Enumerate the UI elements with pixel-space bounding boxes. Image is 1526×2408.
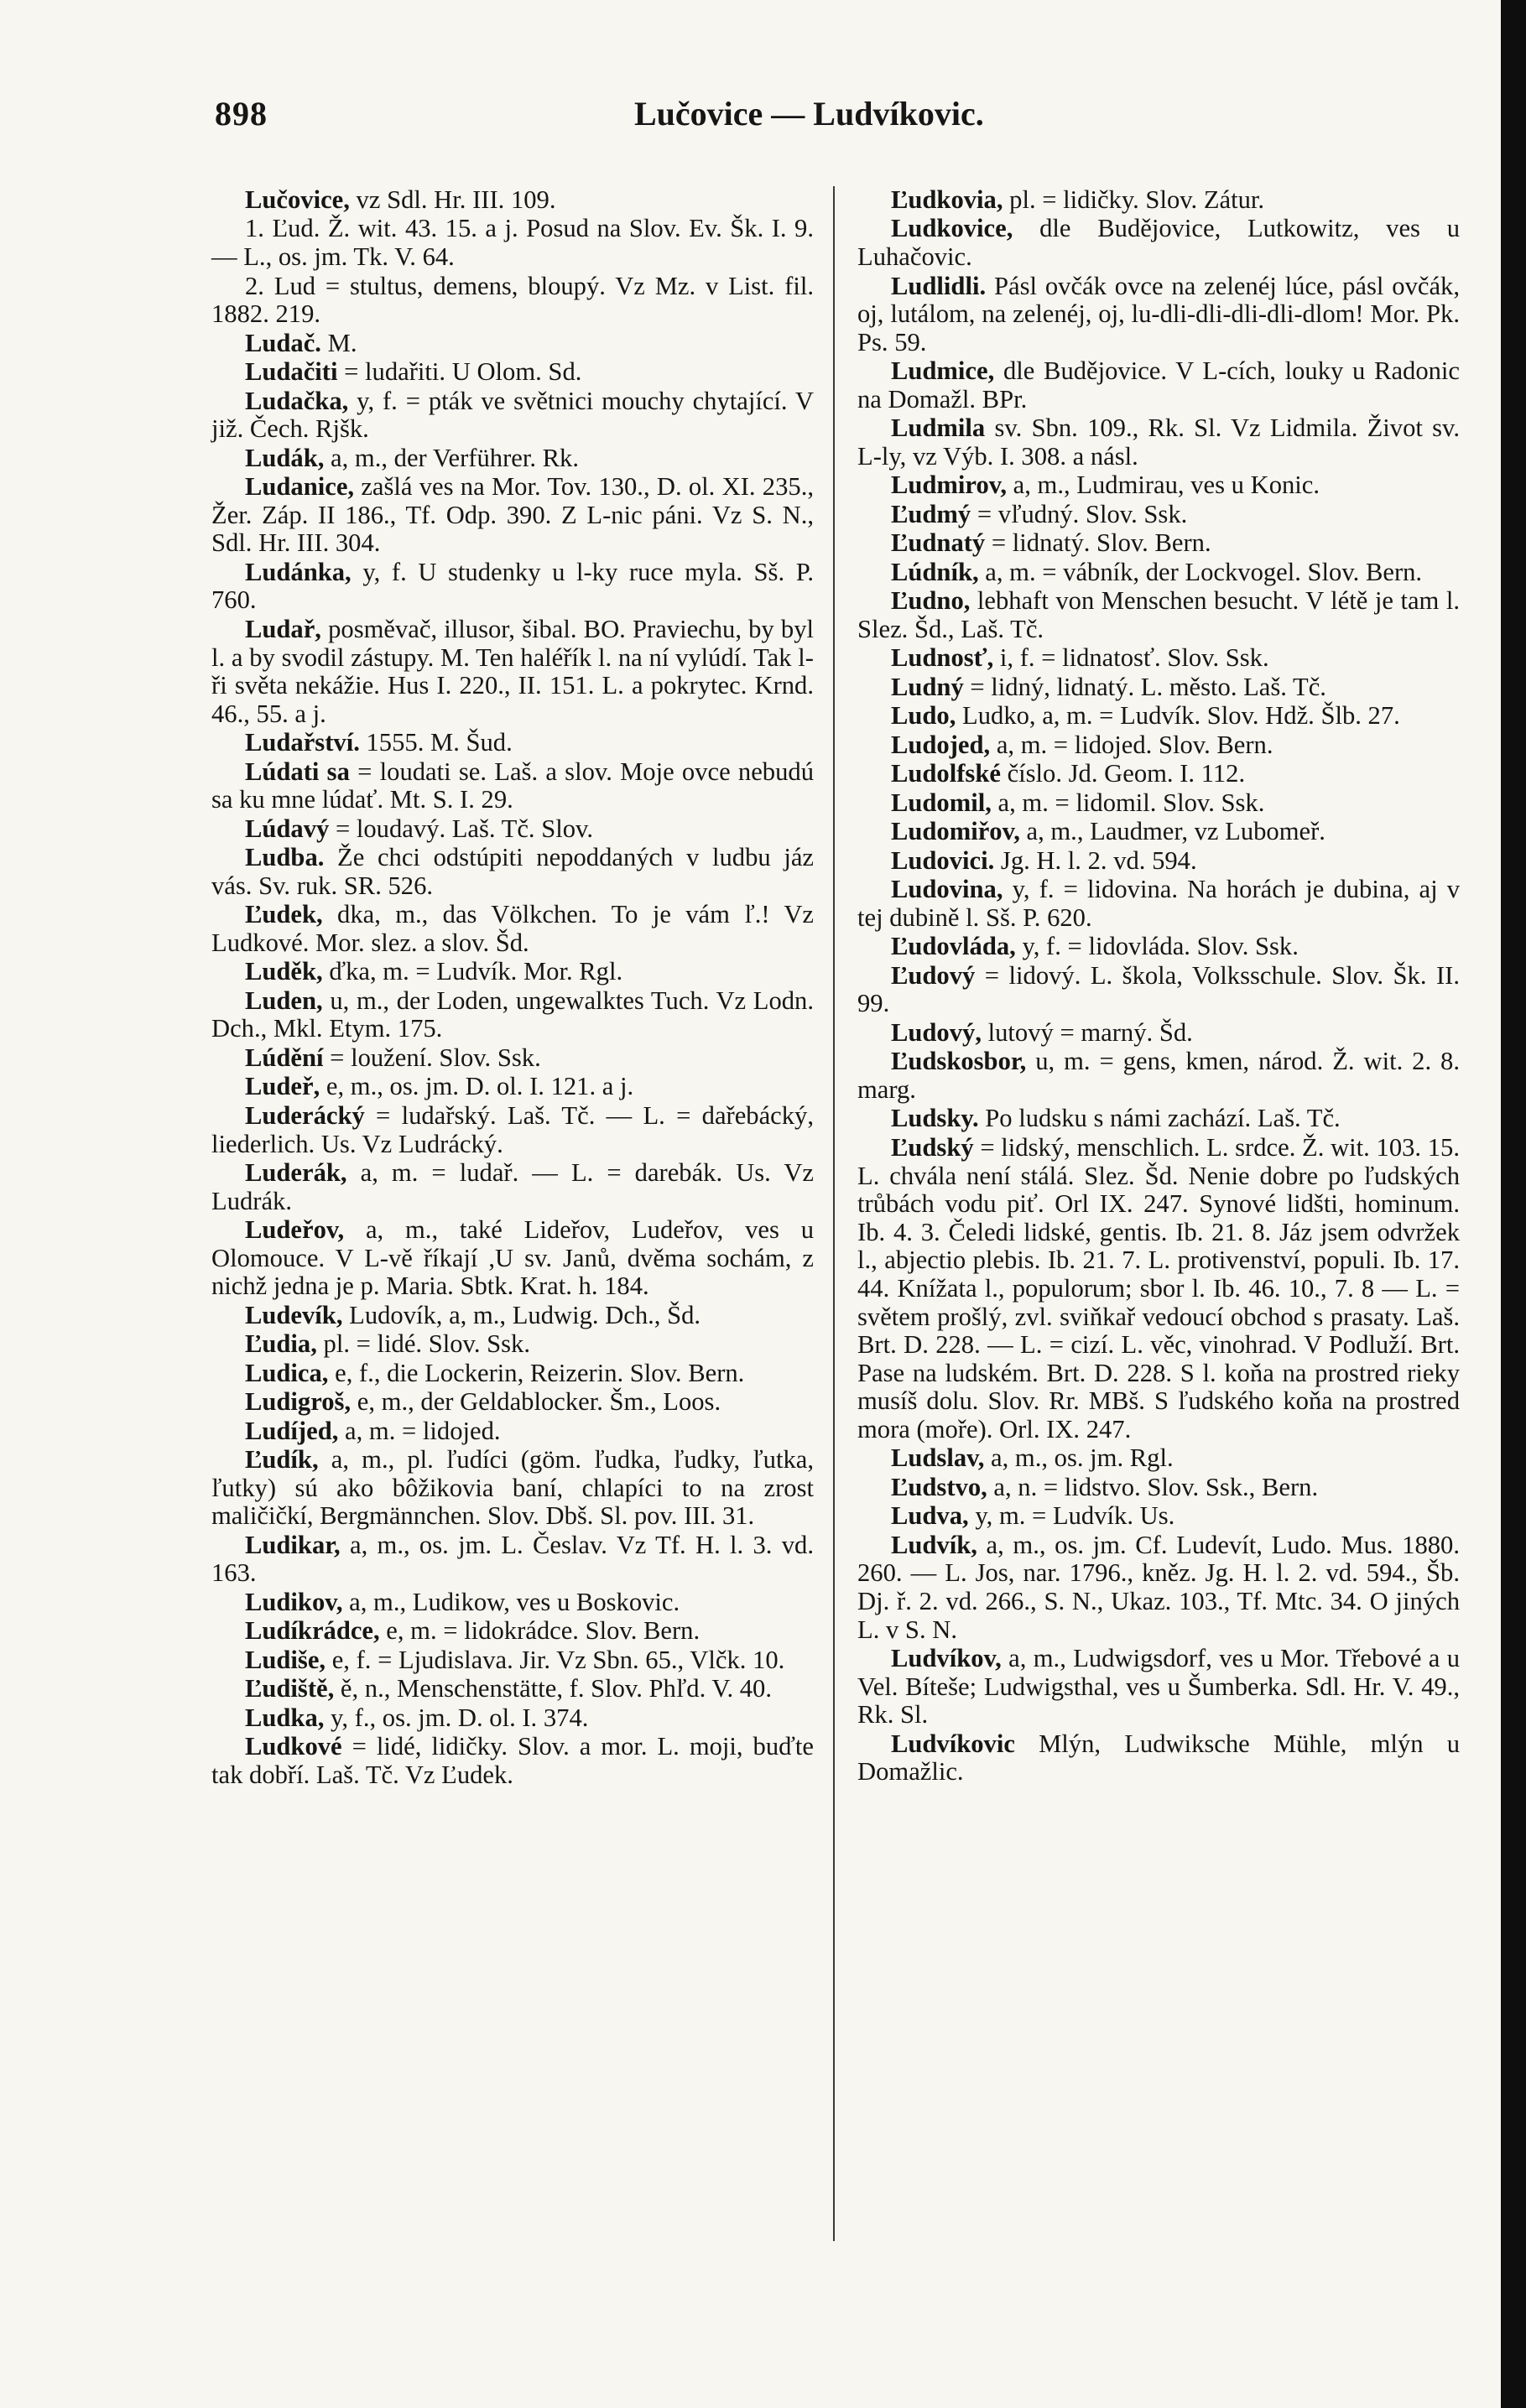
entry-text: = vľudný. Slov. Ssk. bbox=[971, 499, 1188, 528]
entry-text: zašlá ves na Mor. Tov. 130., D. ol. XI. 235., Žer. Záp. II 186., Tf. Odp. 390. Z L-nic páni. Vz S. N., Sdl. Hr. III. 304. bbox=[211, 472, 814, 558]
entry-text: = lidé, lidičky. Slov. a mor. L. moji, buďte tak dobří. Laš. Tč. Vz Ľudek. bbox=[211, 1732, 814, 1789]
entry-text: a, m., Laudmer, vz Lubomeř. bbox=[1019, 817, 1325, 846]
entry-text: e, f. = Ljudislava. Jir. Vz Sbn. 65., Vlčk. 10. bbox=[326, 1645, 785, 1674]
entry-headword: Ludíkrádce, bbox=[245, 1616, 380, 1646]
entry-headword: Ludačka, bbox=[245, 386, 349, 415]
dictionary-entry bbox=[211, 1589, 814, 1617]
entry-headword: Ľudstvo, bbox=[891, 1472, 987, 1501]
entry-headword: Ludař, bbox=[245, 614, 321, 643]
entry-text: 1555. M. Šud. bbox=[359, 728, 513, 757]
dictionary-entry bbox=[211, 1388, 814, 1417]
dictionary-entry bbox=[211, 387, 814, 444]
dictionary-entry bbox=[857, 731, 1460, 760]
entry-headword: Lúdati sa bbox=[245, 757, 350, 786]
dictionary-entry bbox=[211, 273, 814, 329]
dictionary-entry bbox=[211, 1446, 814, 1531]
entry-text: = loudavý. Laš. Tč. Slov. bbox=[329, 814, 593, 843]
dictionary-entry bbox=[857, 1444, 1460, 1473]
dictionary-entry bbox=[857, 789, 1460, 818]
dictionary-entry bbox=[857, 1048, 1460, 1104]
entry-headword: Ludvík, bbox=[891, 1530, 977, 1559]
entry-text: a, m., pl. ľudíci (göm. ľudka, ľudky, ľutka, ľutky) sú ako bôžikovia baní, chlapíci to na zrost maličičkí, Bergmännchen. Slov. Dbš. Sl. pov. III. 31. bbox=[211, 1445, 814, 1531]
entry-text: a, m., os. jm. L. Česlav. Vz Tf. H. l. 3. vd. 163. bbox=[211, 1530, 814, 1588]
entry-headword: Ľudský bbox=[891, 1132, 974, 1162]
entry-text: y, f. U studenky u l-ky ruce myla. Sš. P. 760. bbox=[211, 557, 814, 615]
dictionary-entry bbox=[857, 1105, 1460, 1133]
dictionary-entry bbox=[211, 1733, 814, 1789]
entry-headword: Ludařství. bbox=[245, 728, 360, 757]
entry-text: a, m. = vábník, der Lockvogel. Slov. Bern. bbox=[978, 557, 1423, 586]
entry-headword: Ľudový bbox=[891, 960, 976, 990]
entry-text: a, m., Ludikow, ves u Boskovic. bbox=[342, 1587, 680, 1616]
dictionary-entry bbox=[857, 471, 1460, 500]
entry-text: a, m., Ludwigsdorf, ves u Mor. Třebové a u Vel. Bíteše; Ludwigsthal, ves u Šumberka. Sdl. Hr. V. 49., Rk. Sl. bbox=[857, 1644, 1460, 1729]
entry-headword: Ľudmý bbox=[891, 499, 971, 528]
dictionary-entry bbox=[857, 414, 1460, 471]
entry-headword: Ludomiřov, bbox=[891, 817, 1020, 846]
entry-text: a, m., Ludmirau, ves u Konic. bbox=[1007, 471, 1320, 500]
entry-text: = lidnatý. Slov. Bern. bbox=[985, 528, 1211, 558]
entry-text: a, m., také Lideřov, Ludeřov, ves u Olomouce. V L-vě říkají ,U sv. Janů, dvěma sochám, z nichž jedna je p. Maria. Sbtk. Krat. h. 184. bbox=[211, 1215, 814, 1301]
entry-text: Ludovík, a, m., Ludwig. Dch., Šd. bbox=[342, 1300, 701, 1329]
dictionary-entry bbox=[211, 987, 814, 1043]
entry-text: a, m. = ludař. — L. = darebák. Us. Vz Ludrák. bbox=[211, 1158, 814, 1215]
dictionary-entry bbox=[857, 702, 1460, 731]
entry-headword: Ľudskosbor, bbox=[891, 1047, 1027, 1076]
entry-text: Jg. H. l. 2. vd. 594. bbox=[994, 845, 1197, 875]
entry-text: u, m., der Loden, ungewalktes Tuch. Vz Lodn. Dch., Mkl. Etym. 175. bbox=[211, 986, 814, 1043]
entry-text: y, f. = lidovláda. Slov. Ssk. bbox=[1015, 932, 1299, 961]
entry-text: pl. = lidé. Slov. Ssk. bbox=[316, 1329, 530, 1359]
dictionary-entry bbox=[857, 1502, 1460, 1531]
page-header bbox=[215, 94, 1423, 144]
entry-text: sv. Sbn. 109., Rk. Sl. Vz Lidmila. Život sv. L-ly, vz Výb. I. 308. a násl. bbox=[857, 413, 1460, 471]
entry-text: y, f., os. jm. D. ol. I. 374. bbox=[324, 1703, 589, 1732]
dictionary-entry bbox=[211, 1360, 814, 1388]
dictionary-entry bbox=[857, 529, 1460, 558]
entry-headword: Ludolfské bbox=[891, 759, 1001, 788]
entry-headword: Ludák, bbox=[245, 443, 325, 472]
dictionary-entry bbox=[857, 644, 1460, 673]
dictionary-entry bbox=[211, 1646, 814, 1675]
entry-text: e, f., die Lockerin, Reizerin. Slov. Bern. bbox=[328, 1358, 745, 1387]
entry-headword: Ludka, bbox=[245, 1703, 325, 1732]
dictionary-entry bbox=[211, 1216, 814, 1301]
running-head: Lučovice — Ludvíkovic. bbox=[634, 95, 984, 133]
entry-headword: Ludslav, bbox=[891, 1443, 985, 1473]
entry-text: y, f. = lidovina. Na horách je dubina, aj v tej dubině l. Sš. P. 620. bbox=[857, 875, 1460, 932]
entry-headword: Ludo, bbox=[891, 701, 956, 731]
dictionary-entry bbox=[211, 215, 814, 271]
dictionary-entry bbox=[211, 358, 814, 387]
dictionary-entry bbox=[857, 847, 1460, 876]
entry-headword: Luden, bbox=[245, 986, 323, 1015]
entry-text: M. bbox=[320, 328, 357, 357]
entry-text: y, f. = pták ve světnici mouchy chytající. V již. Čech. Rjšk. bbox=[211, 386, 814, 444]
dictionary-entry bbox=[857, 933, 1460, 961]
dictionary-entry bbox=[211, 1102, 814, 1158]
entry-text: u, m. = gens, kmen, národ. Ž. wit. 2. 8. marg. bbox=[857, 1047, 1460, 1104]
entry-headword: Ludný bbox=[891, 672, 964, 701]
dictionary-entry bbox=[211, 1073, 814, 1101]
entry-text: a, m., os. jm. Cf. Ludevít, Ludo. Mus. 1880. 260. — L. Jos, nar. 1796., kněz. Jg. H. l. 2. vd. 594., Šb. Dj. ř. 2. vd. 266., S. N., Ukaz. 103., Tf. Mtc. 34. O jiných L. v S. N. bbox=[857, 1530, 1460, 1644]
dictionary-entry bbox=[211, 1417, 814, 1446]
dictionary-entry bbox=[857, 760, 1460, 788]
entry-headword: Ludica, bbox=[245, 1358, 329, 1387]
entry-text: 1. Ľud. Ž. wit. 43. 15. a j. Posud na Slov. Ev. Šk. I. 9. — L., os. jm. Tk. V. 64. bbox=[211, 214, 814, 272]
dictionary-entry bbox=[211, 473, 814, 558]
dictionary-entry bbox=[211, 445, 814, 473]
dictionary-entry bbox=[211, 616, 814, 728]
entry-text: = ludařiti. U Olom. Sd. bbox=[337, 357, 582, 387]
entry-text: y, m. = Ludvík. Us. bbox=[968, 1501, 1175, 1531]
entry-headword: Ludovina, bbox=[891, 875, 1003, 904]
dictionary-entry bbox=[857, 1645, 1460, 1729]
entry-headword: Lúdavý bbox=[245, 814, 330, 843]
entry-headword: Ludvíkov, bbox=[891, 1644, 1002, 1673]
dictionary-entry bbox=[857, 273, 1460, 357]
entry-headword: Ludový, bbox=[891, 1017, 982, 1047]
entry-headword: Ľudiště, bbox=[245, 1674, 335, 1703]
entry-text: = lidný, lidnatý. L. město. Laš. Tč. bbox=[963, 672, 1326, 701]
dictionary-entry bbox=[211, 1704, 814, 1733]
dictionary-entry bbox=[211, 330, 814, 358]
column-divider bbox=[833, 186, 835, 2241]
dictionary-entry bbox=[211, 1617, 814, 1646]
entry-headword: Ludiše, bbox=[245, 1645, 326, 1674]
dictionary-entry bbox=[857, 818, 1460, 846]
entry-text: a, m., os. jm. Rgl. bbox=[984, 1443, 1174, 1473]
entry-text: = lidský, menschlich. L. srdce. Ž. wit. 103. 15. L. chvála není stálá. Slez. Šd. Nenie dobre po ľudských trůbách vodu piť. Orl IX. 247. Synové lidšti, hominum. Ib. 4. 3. Čeledi lidské, gentis. Ib. 21. 8. Jáz jsem odvržek l., abjectio plebis. Ib. 21. 7. L. protivenství, populi. Ib. 17. 44. Knížata l., populorum; sbor l. Ib. 46. 10., 7. 8 — L. = světem prošlý, zvl. sviňkař vedoucí obchod s prasaty. Laš. Brt. D. 228. — L. = cizí. L. věc, vinohrad. V Podluží. Brt. Pase na ludském. Brt. D. 228. S l. koňa na prostred rieky musíš dolu. Slov. Rr. MBš. S ľudského koňa na prostred mora (moře). Orl. IX. 247. bbox=[857, 1132, 1460, 1443]
entry-headword: Ludeř, bbox=[245, 1072, 320, 1101]
entry-text: Po ludsku s námi zachází. Laš. Tč. bbox=[978, 1104, 1341, 1133]
entry-headword: Ludkovice, bbox=[891, 214, 1013, 243]
entry-headword: Ludvíkovic bbox=[891, 1729, 1015, 1758]
entry-headword: Luděk, bbox=[245, 957, 323, 986]
entry-headword: Ludlidli. bbox=[891, 271, 987, 300]
dictionary-entry bbox=[857, 357, 1460, 413]
entry-text: = lidový. L. škola, Volksschule. Slov. Šk. II. 99. bbox=[857, 960, 1460, 1018]
entry-text: Že chci odstúpiti nepoddaných v ludbu jáz vás. Sv. ruk. SR. 526. bbox=[211, 843, 814, 900]
entry-headword: Ludigroš, bbox=[245, 1387, 352, 1417]
entry-headword: Ludmirov, bbox=[891, 471, 1008, 500]
entry-headword: Ludačiti bbox=[245, 357, 338, 387]
dictionary-entry bbox=[211, 559, 814, 615]
dictionary-entry bbox=[211, 815, 814, 844]
dictionary-entry bbox=[857, 962, 1460, 1018]
entry-headword: Ludikar, bbox=[245, 1530, 341, 1559]
page-number: 898 bbox=[215, 95, 268, 133]
entry-text: = loužení. Slov. Ssk. bbox=[323, 1043, 541, 1072]
entry-headword: Ludanice, bbox=[245, 472, 355, 502]
dictionary-entry bbox=[857, 186, 1460, 215]
dictionary-entry bbox=[211, 958, 814, 986]
entry-headword: Ľudek, bbox=[245, 900, 323, 929]
entry-headword: Lúdník, bbox=[891, 557, 979, 586]
entry-text: a, m. = lidojed. Slov. Bern. bbox=[990, 730, 1273, 759]
entry-headword: Ludač. bbox=[245, 328, 321, 357]
dictionary-entry bbox=[211, 758, 814, 814]
dictionary-entry bbox=[211, 1302, 814, 1330]
entry-text: Ludko, a, m. = Ludvík. Slov. Hdž. Šlb. 27. bbox=[956, 701, 1400, 731]
dictionary-entry bbox=[857, 501, 1460, 529]
entry-headword: Luderák, bbox=[245, 1158, 347, 1187]
dictionary-entry bbox=[857, 1134, 1460, 1444]
dictionary-entry bbox=[211, 729, 814, 757]
dictionary-entry bbox=[857, 1532, 1460, 1644]
entry-text: a, m. = lidojed. bbox=[338, 1416, 501, 1445]
dictionary-entry bbox=[211, 1044, 814, 1073]
entry-text: lebhaft von Menschen besucht. V létě je tam l. Slez. Šd., Laš. Tč. bbox=[857, 586, 1460, 643]
entry-headword: Ludikov, bbox=[245, 1587, 343, 1616]
entry-headword: Ludmice, bbox=[891, 356, 995, 386]
entry-text: e, m. = lidokrádce. Slov. Bern. bbox=[379, 1616, 701, 1646]
entry-text: 2. Lud = stultus, demens, bloupý. Vz Mz. v List. fil. 1882. 219. bbox=[211, 271, 814, 329]
scan-border bbox=[1501, 0, 1526, 2408]
left-column bbox=[211, 186, 814, 1790]
dictionary-entry bbox=[211, 1330, 814, 1359]
dictionary-entry bbox=[857, 587, 1460, 643]
entry-text: lutový = marný. Šd. bbox=[981, 1017, 1193, 1047]
entry-text: ě, n., Menschenstätte, f. Slov. Phľd. V. 40. bbox=[334, 1674, 773, 1703]
entry-headword: Ľudík, bbox=[245, 1445, 319, 1474]
entry-text: Mlýn, Ludwiksche Mühle, mlýn u Domažlic. bbox=[857, 1729, 1460, 1786]
entry-headword: Ľudia, bbox=[245, 1329, 317, 1359]
entry-headword: Ludsky. bbox=[891, 1104, 979, 1133]
dictionary-entry bbox=[857, 674, 1460, 702]
entry-text: i, f. = lidnatosť. Slov. Ssk. bbox=[993, 643, 1269, 673]
entry-text: dle Budějovice. V L-cích, louky u Radonic na Domažl. BPr. bbox=[857, 356, 1460, 413]
entry-text: vz Sdl. Hr. III. 109. bbox=[349, 185, 556, 214]
entry-text: ďka, m. = Ludvík. Mor. Rgl. bbox=[322, 957, 623, 986]
entry-headword: Ludeřov, bbox=[245, 1215, 345, 1245]
entry-text: dle Budějovice, Lutkowitz, ves u Luhačovic. bbox=[857, 214, 1460, 272]
dictionary-entry bbox=[857, 559, 1460, 587]
dictionary-entry bbox=[857, 1019, 1460, 1048]
dictionary-entry bbox=[211, 901, 814, 957]
entry-headword: Ludevík, bbox=[245, 1300, 343, 1329]
entry-headword: Ľudnatý bbox=[891, 528, 986, 558]
entry-headword: Ludkové bbox=[245, 1732, 342, 1761]
dictionary-entry bbox=[857, 876, 1460, 932]
entry-text: Pásl ovčák ovce na zelenéj lúce, pásl ovčák, oj, lutálom, na zelenéj, oj, lu-dli-dli-dli-dli-dlom! Mor. Pk. Ps. 59. bbox=[857, 271, 1460, 356]
entry-headword: Ľudno, bbox=[891, 586, 971, 616]
entry-text: e, m., der Geldablocker. Šm., Loos. bbox=[351, 1387, 721, 1417]
entry-headword: Ludovici. bbox=[891, 845, 995, 875]
entry-text: číslo. Jd. Geom. I. 112. bbox=[1000, 759, 1246, 788]
entry-text: = ludařský. Laš. Tč. — L. = dařebácký, liederlich. Us. Vz Ludrácký. bbox=[211, 1100, 814, 1158]
entry-headword: Lučovice, bbox=[245, 185, 350, 214]
entry-headword: Lúdění bbox=[245, 1043, 324, 1072]
entry-headword: Ľudkovia, bbox=[891, 185, 1003, 214]
entry-headword: Luderácký bbox=[245, 1100, 365, 1130]
entry-text: = loudati se. Laš. a slov. Moje ovce nebudú sa ku mne lúdať. Mt. S. I. 29. bbox=[211, 757, 814, 814]
entry-text: a, n. = lidstvo. Slov. Ssk., Bern. bbox=[987, 1472, 1319, 1501]
dictionary-entry bbox=[857, 215, 1460, 271]
dictionary-entry bbox=[857, 1730, 1460, 1786]
dictionary-entry bbox=[211, 1159, 814, 1215]
entry-text: pl. = lidičky. Slov. Zátur. bbox=[1003, 185, 1265, 214]
entry-headword: Ludánka, bbox=[245, 557, 352, 586]
right-column bbox=[857, 186, 1460, 1787]
dictionary-entry bbox=[857, 1474, 1460, 1502]
entry-text: e, m., os. jm. D. ol. I. 121. a j. bbox=[320, 1072, 634, 1101]
entry-headword: Ludmila bbox=[891, 413, 986, 443]
entry-text: dka, m., das Völkchen. To je vám ľ.! Vz Ludkové. Mor. slez. a slov. Šd. bbox=[211, 900, 814, 957]
entry-headword: Ludomil, bbox=[891, 788, 992, 817]
entry-headword: Ludva, bbox=[891, 1501, 969, 1531]
entry-headword: Ludnosť, bbox=[891, 643, 994, 673]
dictionary-entry bbox=[211, 1532, 814, 1588]
entry-headword: Ludíjed, bbox=[245, 1416, 339, 1445]
dictionary-entry bbox=[211, 1675, 814, 1703]
entry-headword: Ludojed, bbox=[891, 730, 991, 759]
entry-headword: Ludba. bbox=[245, 843, 325, 872]
entry-text: a, m. = lidomil. Slov. Ssk. bbox=[991, 788, 1265, 817]
entry-text: posměvač, illusor, šibal. BO. Praviechu, by byl l. a by svodil zástupy. M. Ten haléřík l. na ní vylúdí. Tak l-ři světa nekážie. Hus I. 220., II. 151. L. a pokrytec. Krnd. 46., 55. a j. bbox=[211, 614, 814, 728]
entry-headword: Ľudovláda, bbox=[891, 932, 1016, 961]
entry-text: a, m., der Verführer. Rk. bbox=[324, 443, 579, 472]
dictionary-entry bbox=[211, 844, 814, 900]
dictionary-entry bbox=[211, 186, 814, 215]
